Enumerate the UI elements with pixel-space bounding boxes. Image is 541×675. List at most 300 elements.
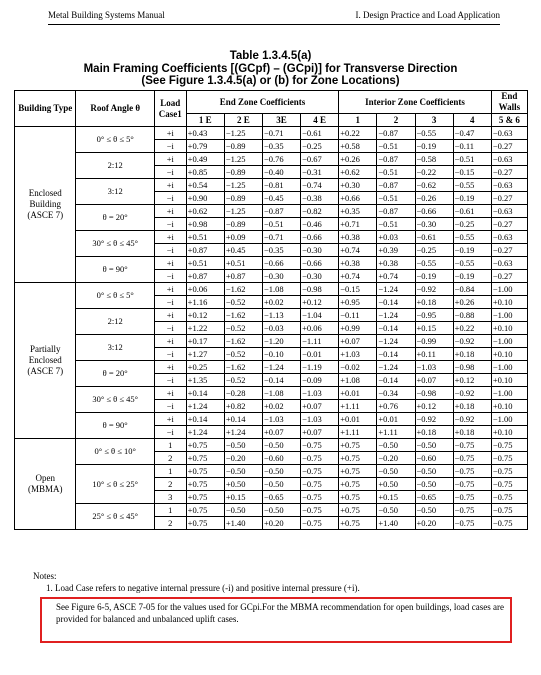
coefficient-cell: −0.50: [377, 439, 415, 452]
coefficient-cell: +0.51: [224, 257, 262, 270]
coefficient-cell: −0.88: [453, 309, 491, 322]
coefficient-cell: −0.92: [415, 413, 453, 426]
load-case-cell: −i: [154, 400, 186, 413]
coefficient-cell: +0.26: [453, 296, 491, 309]
coefficient-cell: −0.50: [262, 439, 300, 452]
coefficient-cell: −0.19: [415, 270, 453, 283]
coefficient-cell: −1.00: [491, 387, 527, 400]
load-case-cell: −i: [154, 270, 186, 283]
coefficient-cell: +0.51: [186, 231, 224, 244]
coefficient-cell: +0.30: [339, 179, 377, 192]
coefficient-cell: +0.10: [491, 322, 527, 335]
header-building-type: Building Type: [15, 91, 76, 127]
coefficient-cell: −0.27: [491, 218, 527, 231]
coefficient-cell: +0.15: [224, 491, 262, 504]
coefficient-cell: +0.07: [339, 335, 377, 348]
coefficient-cell: −0.65: [262, 491, 300, 504]
coefficient-cell: −1.62: [224, 361, 262, 374]
coefficient-cell: −1.08: [262, 387, 300, 400]
coefficient-cell: −0.87: [377, 179, 415, 192]
coefficient-cell: −0.19: [415, 140, 453, 153]
coefficient-cell: −0.63: [491, 127, 527, 140]
coefficient-cell: −1.24: [262, 361, 300, 374]
coefficient-cell: −0.31: [301, 166, 339, 179]
coefficient-cell: +0.20: [415, 517, 453, 530]
coefficient-cell: +0.87: [186, 270, 224, 283]
coefficient-cell: +0.02: [262, 400, 300, 413]
roof-angle-cell: 2:12: [76, 309, 154, 335]
table-row: [15, 309, 528, 322]
coefficient-cell: −0.34: [377, 387, 415, 400]
coefficient-cell: −0.55: [415, 127, 453, 140]
coefficient-cell: −0.50: [224, 439, 262, 452]
table-row: [15, 465, 528, 478]
coefficient-cell: −0.75: [491, 504, 527, 517]
coefficient-cell: −0.27: [491, 166, 527, 179]
coefficient-cell: +0.75: [186, 491, 224, 504]
coefficient-cell: +0.10: [491, 400, 527, 413]
coefficient-cell: −0.63: [491, 153, 527, 166]
coefficient-cell: −1.62: [224, 335, 262, 348]
coefficient-cell: +0.75: [339, 478, 377, 491]
coefficient-cell: −0.19: [453, 270, 491, 283]
coefficient-cell: +1.08: [339, 374, 377, 387]
header-interior-zone: Interior Zone Coefficients: [339, 91, 492, 114]
coefficient-cell: +0.35: [339, 205, 377, 218]
coefficient-cell: −0.52: [224, 374, 262, 387]
coefficient-cell: −0.81: [262, 179, 300, 192]
coefficient-cell: +0.75: [339, 439, 377, 452]
load-case-cell: 2: [154, 452, 186, 465]
coefficient-cell: −0.27: [491, 192, 527, 205]
load-case-cell: 2: [154, 478, 186, 491]
building-type-line: Enclosed: [28, 188, 62, 198]
coefficient-cell: −0.82: [301, 205, 339, 218]
table-row: [15, 387, 528, 400]
coefficient-cell: +0.75: [339, 517, 377, 530]
coefficient-cell: +0.38: [339, 231, 377, 244]
coefficient-cell: +0.12: [186, 309, 224, 322]
table-number: Table 1.3.4.5(a): [229, 50, 312, 62]
coefficient-cell: +0.18: [415, 426, 453, 439]
coefficient-cell: −0.50: [262, 504, 300, 517]
coefficient-cell: −0.75: [301, 504, 339, 517]
load-case-cell: −i: [154, 166, 186, 179]
coefficient-cell: −0.89: [224, 218, 262, 231]
coefficient-cell: −0.51: [377, 192, 415, 205]
coefficient-cell: −0.60: [415, 452, 453, 465]
coefficient-cell: +0.38: [377, 257, 415, 270]
load-case-cell: −i: [154, 192, 186, 205]
coefficient-cell: −0.75: [453, 452, 491, 465]
coefficient-cell: −1.00: [491, 361, 527, 374]
coefficient-cell: −1.24: [377, 309, 415, 322]
coefficient-cell: −0.30: [301, 244, 339, 257]
coefficient-cell: −1.24: [377, 361, 415, 374]
table-row: [15, 439, 528, 452]
page-header: [48, 6, 500, 25]
coefficient-cell: −0.26: [415, 192, 453, 205]
coefficient-cell: −0.75: [453, 491, 491, 504]
coefficient-cell: +0.76: [377, 400, 415, 413]
coefficient-cell: −1.25: [224, 205, 262, 218]
roof-angle-cell: 0° ≤ θ ≤ 5°: [76, 283, 154, 309]
roof-angle-cell: 0° ≤ θ ≤ 10°: [76, 439, 154, 465]
coefficient-cell: −0.19: [453, 244, 491, 257]
coefficient-cell: −0.66: [262, 257, 300, 270]
load-case-cell: −i: [154, 244, 186, 257]
sub-header-cell: 5 & 6: [491, 114, 527, 127]
roof-angle-cell: 30° ≤ θ ≤ 45°: [76, 387, 154, 413]
sub-header-cell: 1: [339, 114, 377, 127]
coefficient-cell: −0.30: [301, 270, 339, 283]
coefficient-cell: −0.50: [415, 478, 453, 491]
coefficient-cell: −1.24: [377, 283, 415, 296]
coefficient-cell: −0.89: [224, 140, 262, 153]
coefficient-cell: −0.66: [301, 231, 339, 244]
coefficient-cell: +0.62: [339, 166, 377, 179]
roof-angle-cell: 3:12: [76, 179, 154, 205]
manual-title: Metal Building Systems Manual: [48, 10, 165, 20]
coefficient-cell: +0.49: [186, 153, 224, 166]
coefficient-cell: +0.18: [415, 296, 453, 309]
roof-angle-cell: 0° ≤ θ ≤ 5°: [76, 127, 154, 153]
coefficient-cell: +0.07: [301, 426, 339, 439]
table-title: [0, 50, 541, 88]
coefficient-cell: +0.06: [301, 322, 339, 335]
coefficient-cell: −0.51: [262, 218, 300, 231]
load-case-cell: −i: [154, 296, 186, 309]
coefficient-cell: +0.10: [491, 296, 527, 309]
coefficient-cell: −0.45: [262, 192, 300, 205]
coefficient-cell: −0.50: [262, 478, 300, 491]
coefficient-cell: −0.98: [453, 361, 491, 374]
coefficient-cell: +0.54: [186, 179, 224, 192]
note-1: 1. Load Case refers to negative internal pressure (-i) and positive internal pressure (+i).: [46, 583, 360, 593]
coefficient-cell: −0.03: [262, 322, 300, 335]
coefficient-cell: +0.03: [377, 231, 415, 244]
load-case-cell: +i: [154, 231, 186, 244]
coefficient-cell: −1.25: [224, 179, 262, 192]
coefficient-cell: −0.92: [415, 283, 453, 296]
coefficient-cell: −0.47: [453, 127, 491, 140]
coefficient-cell: +0.18: [453, 348, 491, 361]
coefficient-cell: −0.51: [377, 218, 415, 231]
coefficient-cell: +0.58: [339, 140, 377, 153]
roof-angle-cell: θ = 20°: [76, 361, 154, 387]
building-type-cell: [15, 127, 76, 283]
load-case-cell: 1: [154, 504, 186, 517]
roof-angle-cell: 3:12: [76, 335, 154, 361]
coefficient-cell: +1.22: [186, 322, 224, 335]
coefficient-cell: +0.90: [186, 192, 224, 205]
coefficient-cell: −0.55: [453, 257, 491, 270]
coefficient-cell: −0.25: [415, 244, 453, 257]
coefficient-cell: −1.03: [301, 413, 339, 426]
coefficient-cell: +0.85: [186, 166, 224, 179]
coefficients-table: [14, 90, 528, 530]
coefficient-cell: −0.52: [224, 348, 262, 361]
coefficient-cell: +1.27: [186, 348, 224, 361]
coefficient-cell: −0.99: [415, 335, 453, 348]
coefficient-cell: −1.11: [301, 335, 339, 348]
roof-angle-cell: 2:12: [76, 153, 154, 179]
table-row: [15, 283, 528, 296]
coefficient-cell: +0.15: [377, 491, 415, 504]
coefficient-cell: −0.89: [224, 166, 262, 179]
coefficient-cell: −0.67: [301, 153, 339, 166]
building-type-line: (MBMA): [27, 484, 63, 494]
coefficient-cell: +0.22: [453, 322, 491, 335]
coefficient-cell: +0.09: [224, 231, 262, 244]
building-type-cell: [15, 439, 76, 530]
coefficient-cell: −0.63: [491, 205, 527, 218]
coefficient-cell: −0.27: [491, 244, 527, 257]
header-load-case: Load Case1: [154, 91, 186, 127]
building-type-line: Partially: [29, 344, 61, 354]
table-row: [15, 231, 528, 244]
load-case-cell: −i: [154, 140, 186, 153]
load-case-cell: +i: [154, 179, 186, 192]
coefficient-cell: −0.75: [491, 439, 527, 452]
load-case-cell: +i: [154, 257, 186, 270]
coefficient-cell: +0.75: [186, 439, 224, 452]
coefficient-cell: −0.09: [301, 374, 339, 387]
coefficient-cell: −0.63: [491, 257, 527, 270]
coefficient-cell: +0.87: [186, 244, 224, 257]
coefficient-cell: −0.27: [491, 270, 527, 283]
coefficient-cell: +0.14: [186, 413, 224, 426]
coefficient-cell: −0.50: [262, 465, 300, 478]
coefficient-cell: −1.62: [224, 283, 262, 296]
roof-angle-cell: 25° ≤ θ ≤ 45°: [76, 504, 154, 530]
coefficient-cell: −0.92: [453, 413, 491, 426]
building-type-line: Building: [29, 199, 61, 209]
coefficient-cell: −0.28: [224, 387, 262, 400]
coefficient-cell: −0.92: [453, 335, 491, 348]
coefficient-cell: +0.99: [339, 322, 377, 335]
coefficient-cell: −0.55: [453, 179, 491, 192]
coefficient-cell: +1.24: [224, 426, 262, 439]
coefficient-cell: −1.25: [224, 127, 262, 140]
coefficient-cell: +0.82: [224, 400, 262, 413]
coefficient-cell: −0.71: [262, 127, 300, 140]
coefficient-cell: −0.19: [453, 192, 491, 205]
coefficient-cell: −1.00: [491, 283, 527, 296]
building-type-line: (ASCE 7): [27, 210, 64, 220]
coefficient-cell: +0.10: [491, 348, 527, 361]
sub-header-cell: 4: [453, 114, 491, 127]
load-case-cell: −i: [154, 348, 186, 361]
coefficient-cell: −0.27: [491, 140, 527, 153]
coefficient-cell: +0.10: [491, 426, 527, 439]
coefficient-cell: +1.24: [186, 426, 224, 439]
table-row: [15, 413, 528, 426]
table-row: [15, 257, 528, 270]
coefficient-cell: +0.07: [415, 374, 453, 387]
coefficient-cell: +0.45: [224, 244, 262, 257]
coefficient-cell: +1.40: [377, 517, 415, 530]
coefficient-cell: −0.51: [377, 166, 415, 179]
sub-header-cell: 3E: [262, 114, 300, 127]
coefficient-cell: +0.62: [186, 205, 224, 218]
coefficient-cell: −0.87: [262, 205, 300, 218]
building-type-line: (ASCE 7): [27, 366, 64, 376]
coefficient-cell: −0.25: [453, 218, 491, 231]
coefficient-cell: −0.51: [453, 153, 491, 166]
coefficient-cell: −0.14: [377, 296, 415, 309]
coefficient-cell: +0.11: [415, 348, 453, 361]
coefficient-cell: −1.24: [377, 335, 415, 348]
coefficient-cell: +0.10: [491, 374, 527, 387]
coefficient-cell: −1.00: [491, 309, 527, 322]
coefficient-cell: +0.95: [339, 296, 377, 309]
table-row: [15, 153, 528, 166]
load-case-cell: +i: [154, 283, 186, 296]
coefficient-cell: −0.61: [453, 205, 491, 218]
coefficient-cell: −0.35: [262, 244, 300, 257]
coefficient-cell: −0.61: [301, 127, 339, 140]
coefficient-cell: −0.01: [301, 348, 339, 361]
coefficient-cell: −0.75: [453, 439, 491, 452]
load-case-cell: +i: [154, 153, 186, 166]
coefficient-cell: −0.52: [224, 322, 262, 335]
coefficient-cell: −0.62: [415, 179, 453, 192]
coefficient-cell: +0.75: [186, 517, 224, 530]
coefficient-cell: +0.12: [453, 374, 491, 387]
coefficient-cell: +0.12: [301, 296, 339, 309]
coefficient-cell: −0.87: [377, 127, 415, 140]
coefficient-cell: +0.75: [186, 452, 224, 465]
table-row: [15, 361, 528, 374]
coefficient-cell: −0.20: [224, 452, 262, 465]
roof-angle-cell: 30° ≤ θ ≤ 45°: [76, 231, 154, 257]
table-row: [15, 205, 528, 218]
roof-angle-cell: 10° ≤ θ ≤ 25°: [76, 465, 154, 504]
coefficient-cell: −0.84: [453, 283, 491, 296]
coefficient-cell: −0.75: [301, 439, 339, 452]
coefficient-cell: −0.71: [262, 231, 300, 244]
coefficient-cell: −1.25: [224, 153, 262, 166]
coefficient-cell: −0.52: [224, 296, 262, 309]
coefficient-cell: −0.60: [262, 452, 300, 465]
coefficient-cell: −1.62: [224, 309, 262, 322]
load-case-cell: +i: [154, 413, 186, 426]
coefficient-cell: −0.30: [415, 218, 453, 231]
sub-header-cell: 2: [377, 114, 415, 127]
coefficient-cell: −0.55: [453, 231, 491, 244]
coefficient-cell: −0.87: [377, 205, 415, 218]
coefficient-cell: −0.50: [224, 465, 262, 478]
roof-angle-cell: θ = 20°: [76, 205, 154, 231]
load-case-cell: −i: [154, 374, 186, 387]
coefficient-cell: +1.24: [186, 400, 224, 413]
coefficient-cell: −0.75: [491, 452, 527, 465]
load-case-cell: +i: [154, 205, 186, 218]
coefficient-cell: −0.95: [415, 309, 453, 322]
roof-angle-cell: θ = 90°: [76, 413, 154, 439]
table-reference: (See Figure 1.3.4.5(a) or (b) for Zone Locations): [141, 75, 400, 87]
coefficient-cell: −0.75: [301, 491, 339, 504]
coefficient-cell: +0.75: [339, 491, 377, 504]
coefficient-cell: −0.75: [301, 517, 339, 530]
load-case-cell: −i: [154, 426, 186, 439]
coefficient-cell: −0.50: [415, 504, 453, 517]
coefficient-cell: −1.13: [262, 309, 300, 322]
coefficient-cell: −0.66: [301, 257, 339, 270]
coefficient-cell: −0.10: [262, 348, 300, 361]
coefficient-cell: +0.75: [186, 478, 224, 491]
load-case-cell: +i: [154, 387, 186, 400]
coefficient-cell: +0.22: [339, 127, 377, 140]
coefficient-cell: −1.03: [415, 361, 453, 374]
coefficient-cell: +0.75: [186, 504, 224, 517]
coefficient-cell: −0.15: [453, 166, 491, 179]
coefficient-cell: +0.01: [377, 413, 415, 426]
coefficient-cell: −1.04: [301, 309, 339, 322]
coefficient-cell: −0.75: [491, 478, 527, 491]
coefficient-cell: −0.20: [377, 452, 415, 465]
load-case-cell: −i: [154, 322, 186, 335]
coefficient-cell: +0.50: [377, 478, 415, 491]
load-case-cell: +i: [154, 127, 186, 140]
coefficient-cell: −1.03: [301, 387, 339, 400]
building-type-line: Enclosed: [28, 355, 62, 365]
coefficient-cell: +0.26: [339, 153, 377, 166]
coefficient-cell: +0.07: [301, 400, 339, 413]
coefficient-cell: +0.74: [377, 270, 415, 283]
coefficient-cell: +0.87: [224, 270, 262, 283]
coefficient-cell: −0.25: [301, 140, 339, 153]
coefficient-cell: +0.79: [186, 140, 224, 153]
coefficient-cell: +0.14: [224, 413, 262, 426]
table-row: [15, 179, 528, 192]
coefficient-cell: −0.50: [377, 504, 415, 517]
coefficient-cell: −0.15: [339, 283, 377, 296]
coefficient-cell: +0.15: [415, 322, 453, 335]
coefficient-cell: +0.02: [262, 296, 300, 309]
coefficient-cell: −0.38: [301, 192, 339, 205]
coefficient-cell: +0.51: [186, 257, 224, 270]
coefficient-cell: +0.17: [186, 335, 224, 348]
coefficient-cell: +1.35: [186, 374, 224, 387]
coefficient-cell: +0.75: [186, 465, 224, 478]
coefficient-cell: −0.75: [301, 478, 339, 491]
coefficient-cell: −0.14: [377, 322, 415, 335]
table-caption: Main Framing Coefficients [(GCpf) – (GCpi)] for Transverse Direction: [83, 62, 458, 75]
coefficient-cell: +0.01: [339, 413, 377, 426]
coefficient-cell: +0.14: [186, 387, 224, 400]
load-case-cell: −i: [154, 218, 186, 231]
coefficient-cell: −0.75: [453, 478, 491, 491]
coefficient-cell: −0.11: [453, 140, 491, 153]
header-roof-angle: Roof Angle θ: [76, 91, 154, 127]
coefficient-cell: +0.01: [339, 387, 377, 400]
coefficient-cell: +0.74: [339, 244, 377, 257]
coefficient-cell: −0.75: [491, 465, 527, 478]
coefficient-cell: −0.14: [377, 348, 415, 361]
table-row: [15, 504, 528, 517]
load-case-cell: 1: [154, 465, 186, 478]
coefficient-cell: +0.75: [339, 465, 377, 478]
coefficient-cell: −1.08: [262, 283, 300, 296]
table-row: [15, 335, 528, 348]
notes-label: Notes:: [33, 571, 57, 581]
coefficient-cell: −0.22: [415, 166, 453, 179]
coefficient-cell: +0.18: [453, 400, 491, 413]
building-type-line: Open: [35, 473, 55, 483]
coefficient-cell: −0.76: [262, 153, 300, 166]
